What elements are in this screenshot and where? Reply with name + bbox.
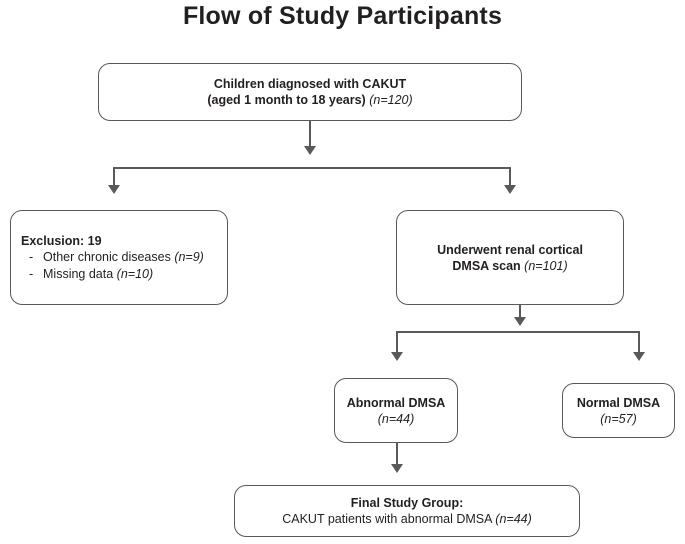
list-item bbox=[21, 249, 204, 266]
exclusion-item-0-count: (n=9) bbox=[174, 249, 204, 264]
node-enrolled-count: (n=120) bbox=[369, 93, 413, 107]
exclusion-item-1-count: (n=10) bbox=[116, 266, 154, 281]
list-item bbox=[21, 266, 204, 283]
node-enrolled-line2a: (aged 1 month to 18 years) bbox=[207, 93, 370, 107]
node-normal-count: (n=57) bbox=[600, 411, 637, 426]
node-enrolled bbox=[98, 63, 522, 121]
node-final-count: (n=44) bbox=[495, 512, 532, 526]
connector-split-bar-bottom bbox=[396, 331, 640, 333]
connector-split-bottom-right bbox=[638, 331, 640, 353]
node-scan-line2a: DMSA scan bbox=[452, 258, 525, 273]
connector-split-left bbox=[113, 167, 115, 186]
connector-split-right bbox=[509, 167, 511, 186]
arrow-to-abnormal bbox=[391, 352, 403, 361]
node-abnormal-dmsa bbox=[334, 378, 458, 443]
arrow-abnormal-down bbox=[391, 464, 403, 473]
arrow-to-exclusion bbox=[108, 185, 120, 194]
page-title: Flow of Study Participants bbox=[182, 2, 503, 30]
node-final-line1: Final Study Group: bbox=[350, 496, 464, 510]
node-normal-dmsa bbox=[562, 383, 675, 438]
connector-enrolled-down bbox=[309, 121, 311, 147]
exclusion-item-1-text: Missing data bbox=[43, 266, 117, 281]
arrow-scan-down bbox=[514, 317, 526, 326]
node-exclusion-heading: Exclusion: 19 bbox=[21, 233, 102, 248]
connector-abnormal-down bbox=[396, 443, 398, 465]
connector-split-bottom-left bbox=[396, 331, 398, 353]
exclusion-item-0-text: Other chronic diseases bbox=[43, 249, 175, 264]
node-exclusion-list bbox=[21, 249, 204, 283]
node-dmsa-scan bbox=[396, 210, 624, 305]
node-normal-line1: Normal DMSA bbox=[576, 395, 661, 410]
connector-split-bar-top bbox=[113, 167, 511, 169]
node-final-line2a: CAKUT patients with abnormal DMSA bbox=[282, 512, 496, 526]
arrow-to-scan bbox=[504, 185, 516, 194]
node-scan-line1: Underwent renal cortical bbox=[437, 242, 583, 257]
node-abnormal-count: (n=44) bbox=[377, 411, 415, 426]
arrow-to-normal bbox=[633, 352, 645, 361]
node-scan-count: (n=101) bbox=[524, 258, 568, 273]
node-final-study-group bbox=[234, 485, 580, 537]
node-enrolled-line1: Children diagnosed with CAKUT bbox=[213, 77, 407, 91]
node-exclusion bbox=[10, 210, 228, 305]
node-abnormal-line1: Abnormal DMSA bbox=[346, 395, 446, 410]
arrow-enrolled-down bbox=[304, 146, 316, 155]
